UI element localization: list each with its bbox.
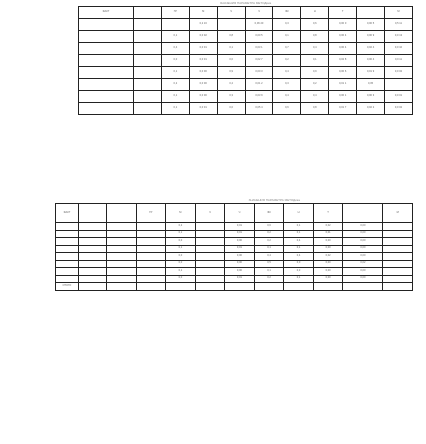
table-cell xyxy=(136,223,166,231)
table-cell: 0,00 xyxy=(313,245,343,253)
table-cell: 0,4 xyxy=(284,253,314,261)
table-cell: 0,1 xyxy=(254,268,284,276)
table-cell: 0,02 4 xyxy=(357,43,385,55)
table-cell xyxy=(195,245,225,253)
table-cell xyxy=(134,79,162,91)
table-cell xyxy=(195,230,225,238)
table-cell: 0,01 xyxy=(225,275,255,283)
table-cell: 0,0 13 xyxy=(385,31,413,43)
table-cell: 0,0 00 xyxy=(189,79,217,91)
table-cell xyxy=(134,91,162,103)
table-cell: 0,01 xyxy=(225,223,255,231)
table-cell xyxy=(383,238,413,246)
table-row xyxy=(79,31,413,43)
header-cell: М xyxy=(189,7,217,19)
table-cell: 0,00 xyxy=(343,223,383,231)
table-cell xyxy=(134,103,162,115)
row-label-cell xyxy=(56,223,79,231)
table-cell xyxy=(136,230,166,238)
table-cell: 0,01 1 xyxy=(329,79,357,91)
table-cell xyxy=(107,223,137,231)
table-row xyxy=(79,91,413,103)
table-cell xyxy=(79,253,107,261)
table-cell: 0,2 xyxy=(161,79,189,91)
header-cell: М xyxy=(383,204,413,223)
table-row xyxy=(56,275,413,283)
table-cell xyxy=(79,283,107,291)
table-cell: 0,02 xyxy=(313,223,343,231)
table-cell xyxy=(79,245,107,253)
table-cell xyxy=(383,283,413,291)
table-cell xyxy=(195,223,225,231)
table-cell xyxy=(383,275,413,283)
table-cell: 0,02 xyxy=(343,260,383,268)
table-cell: 0,00 xyxy=(343,268,383,276)
header-cell: М xyxy=(385,7,413,19)
table-cell xyxy=(383,268,413,276)
table-cell: 0,01 xyxy=(313,230,343,238)
table-cell xyxy=(136,283,166,291)
header-cell: Н xyxy=(284,204,314,223)
table-cell: 0,00 3 xyxy=(357,91,385,103)
table-cell: 0,3 xyxy=(273,79,301,91)
table-cell: 0,0 01 xyxy=(189,43,217,55)
table-cell: 0,02 8 xyxy=(329,55,357,67)
table-title: ЗНАЧЕНИЯ ПАРАМЕТРА МЕТОДика xyxy=(219,0,272,5)
table-cell: 0,7 xyxy=(273,43,301,55)
row-label-cell xyxy=(56,253,79,261)
table-cell xyxy=(166,283,196,291)
table-cell: 0,5 11 xyxy=(385,19,413,31)
table-cell: 0,4 xyxy=(284,238,314,246)
header-cell xyxy=(343,204,383,223)
table-cell: 0,00 4 xyxy=(329,43,357,55)
table-row xyxy=(79,43,413,55)
table-cell: 0,00 xyxy=(343,238,383,246)
table-cell: 0,5 xyxy=(254,260,284,268)
corner-label: ФАКТ xyxy=(79,7,134,19)
table-cell xyxy=(107,275,137,283)
table-cell: 0,3 xyxy=(273,19,301,31)
table-cell: 0,1 xyxy=(161,31,189,43)
table-cell: 0,1 xyxy=(284,245,314,253)
table-cell xyxy=(136,275,166,283)
table-row xyxy=(56,260,413,268)
table-cell: 0,01 9 xyxy=(357,67,385,79)
table-title: ЗНАЧЕНИЯ ПАРАМЕТРА МЕТОДика xyxy=(248,197,300,202)
row-label-cell xyxy=(79,19,134,31)
table-cell xyxy=(107,238,137,246)
header-cell: ФК xyxy=(254,204,284,223)
table-cell: 0,1 xyxy=(284,230,314,238)
table-cell: 0,00 9 xyxy=(357,31,385,43)
table-row xyxy=(79,79,413,91)
table-cell xyxy=(79,268,107,276)
table-cell xyxy=(79,230,107,238)
table-cell: 0,2 16 xyxy=(189,19,217,31)
footer-label: ИТОГО xyxy=(56,283,79,291)
table-row xyxy=(56,230,413,238)
header-cell: Ч xyxy=(225,204,255,223)
table-cell: 0,3 xyxy=(284,268,314,276)
table-cell xyxy=(134,43,162,55)
table-cell: 0,00 xyxy=(313,238,343,246)
table-cell: 0,0 xyxy=(217,55,245,67)
table-cell xyxy=(195,283,225,291)
table-cell: 0,02 7 xyxy=(245,55,273,67)
table-cell: 0,4 xyxy=(301,91,329,103)
table-cell: 0,0 01 xyxy=(385,91,413,103)
table-cell: 0,01 7 xyxy=(329,103,357,115)
table-cell: 0,00 xyxy=(225,238,255,246)
table-cell xyxy=(79,223,107,231)
table-cell xyxy=(217,19,245,31)
table-cell xyxy=(313,283,343,291)
data-table-1 xyxy=(78,0,413,115)
table-cell: 0,00 xyxy=(343,275,383,283)
table-cell: 0,06 20 xyxy=(245,19,273,31)
data-table-2 xyxy=(55,197,413,291)
row-label-cell xyxy=(56,230,79,238)
table-cell: 0,6 xyxy=(301,19,329,31)
row-label-cell xyxy=(79,79,134,91)
table-cell: 0,00 5 xyxy=(357,19,385,31)
table-cell: 0,1 xyxy=(217,43,245,55)
table-cell: 0,03 9 xyxy=(245,91,273,103)
table-cell xyxy=(195,268,225,276)
table-footer-row xyxy=(56,283,413,291)
table-cell: 0,05 xyxy=(357,79,385,91)
table-cell xyxy=(79,238,107,246)
table-cell: 0,8 xyxy=(301,103,329,115)
header-cell xyxy=(134,7,162,19)
table-cell: 0,2 xyxy=(254,230,284,238)
table-cell: 0,2 xyxy=(166,223,196,231)
table-cell: 0,00 xyxy=(225,260,255,268)
table-cell xyxy=(79,260,107,268)
table-cell: 0,00 6 xyxy=(329,67,357,79)
table-cell xyxy=(79,275,107,283)
table-cell xyxy=(136,253,166,261)
table-cell: 0,1 xyxy=(301,55,329,67)
table-cell: 0,0 xyxy=(217,103,245,115)
table-cell: 0,0 00 xyxy=(189,67,217,79)
table-cell: 0,1 xyxy=(284,275,314,283)
row-label-cell xyxy=(56,238,79,246)
table-cell: 0,0 01 xyxy=(189,103,217,115)
table-cell xyxy=(195,275,225,283)
row-label-cell xyxy=(79,67,134,79)
table-cell: 0,4 xyxy=(273,67,301,79)
table-cell xyxy=(107,260,137,268)
row-label-cell xyxy=(79,31,134,43)
table-row xyxy=(56,268,413,276)
table-header-row xyxy=(79,7,413,19)
corner-label: ФАКТ xyxy=(56,204,79,223)
header-cell: Т xyxy=(329,7,357,19)
row-label-cell xyxy=(79,55,134,67)
header-cell: Ч xyxy=(217,7,245,19)
table-row xyxy=(79,67,413,79)
header-cell xyxy=(79,204,107,223)
table-cell: 0,1 xyxy=(273,31,301,43)
table-row xyxy=(79,19,413,31)
table-cell: 0,00 xyxy=(313,275,343,283)
table-cell: 0,0 xyxy=(166,238,196,246)
table-cell: 0,6 xyxy=(273,103,301,115)
table-cell: 0,03 1 xyxy=(245,43,273,55)
table-cell: 0,00 xyxy=(225,268,255,276)
table-cell: 0,0 01 xyxy=(189,55,217,67)
table-cell xyxy=(195,238,225,246)
table-cell xyxy=(343,283,383,291)
table-cell: 0,9 xyxy=(217,67,245,79)
table-row xyxy=(56,253,413,261)
table-cell: 0,00 5 xyxy=(245,31,273,43)
table-cell: 0,1 xyxy=(161,91,189,103)
table-cell xyxy=(136,260,166,268)
table-cell xyxy=(383,223,413,231)
table-cell: 0,1 xyxy=(284,223,314,231)
table-row xyxy=(79,55,413,67)
table-cell: 0,4 xyxy=(254,253,284,261)
table-row xyxy=(56,245,413,253)
row-label-cell xyxy=(79,43,134,55)
table-cell: 0,9 xyxy=(301,67,329,79)
table-cell: 0,01 2 xyxy=(245,79,273,91)
table-cell: 0,4 xyxy=(161,43,189,55)
table-cell: 0,00 0 xyxy=(329,19,357,31)
table-row xyxy=(56,238,413,246)
table-cell: 0,00 xyxy=(343,253,383,261)
row-label-cell xyxy=(79,91,134,103)
table-cell xyxy=(107,268,137,276)
header-cell: Н xyxy=(301,7,329,19)
table-cell: 0,00 xyxy=(313,260,343,268)
table-cell xyxy=(383,253,413,261)
table-cell: 0,0 xyxy=(161,55,189,67)
header-cell: Т xyxy=(313,204,343,223)
table-cell: 0,0 xyxy=(284,260,314,268)
header-cell: М xyxy=(166,204,196,223)
table-cell: 0,01 xyxy=(225,230,255,238)
table-cell: 0,00 4 xyxy=(329,31,357,43)
table-cell xyxy=(383,245,413,253)
header-cell xyxy=(107,204,137,223)
table-cell: 0,0 xyxy=(166,275,196,283)
table-cell: 0,1 xyxy=(166,230,196,238)
table-cell: 0,02 xyxy=(313,253,343,261)
table-cell: 0,01 xyxy=(225,245,255,253)
table-cell xyxy=(161,19,189,31)
table-cell: 0,1 xyxy=(161,67,189,79)
header-cell: Ч xyxy=(245,7,273,19)
table-cell xyxy=(385,79,413,91)
table-cell xyxy=(107,245,137,253)
table-cell xyxy=(134,19,162,31)
table-cell xyxy=(107,253,137,261)
table-cell: 0,4 xyxy=(217,79,245,91)
header-cell: ФК xyxy=(273,7,301,19)
header-cell: ГР xyxy=(136,204,166,223)
table-cell xyxy=(136,268,166,276)
row-label-cell xyxy=(56,245,79,253)
table-cell: 0,0 02 xyxy=(189,31,217,43)
table-cell xyxy=(107,230,137,238)
table-cell: 0,0 00 xyxy=(189,91,217,103)
table-cell: 0,3 xyxy=(217,91,245,103)
row-label-cell xyxy=(79,103,134,115)
table-cell: 0,6 xyxy=(254,223,284,231)
table-cell: 0,00 3 xyxy=(245,67,273,79)
table-cell: 0,0 11 xyxy=(385,55,413,67)
table-cell xyxy=(136,238,166,246)
table-row xyxy=(56,223,413,231)
row-label-cell xyxy=(56,275,79,283)
table-cell: 0,00 xyxy=(313,268,343,276)
table-cell: 0,0 xyxy=(166,260,196,268)
table-row xyxy=(79,103,413,115)
row-label-cell xyxy=(56,260,79,268)
table-cell xyxy=(134,31,162,43)
table-cell xyxy=(383,260,413,268)
table-cell xyxy=(284,283,314,291)
table-cell: 0,0 02 xyxy=(385,103,413,115)
table-cell: 0,00 xyxy=(343,230,383,238)
table-cell: 0,0 xyxy=(166,253,196,261)
table-cell: 0,0 02 xyxy=(385,67,413,79)
table-cell: 0,05 4 xyxy=(245,103,273,115)
table-cell xyxy=(136,245,166,253)
table-cell xyxy=(134,67,162,79)
table-cell xyxy=(195,260,225,268)
table-cell: 0,2 xyxy=(273,55,301,67)
table-cell: 0,1 xyxy=(161,103,189,115)
header-cell: Ч xyxy=(195,204,225,223)
table-cell xyxy=(107,283,137,291)
table-cell: 0,1 xyxy=(166,245,196,253)
table-cell: 0,8 xyxy=(301,31,329,43)
table-cell xyxy=(195,253,225,261)
table-cell: 0,00 xyxy=(225,253,255,261)
table-cell xyxy=(225,283,255,291)
table-cell: 0,00 1 xyxy=(329,91,357,103)
table-cell: 0,4 xyxy=(301,43,329,55)
table-cell: 0,2 xyxy=(254,275,284,283)
table-cell: 0,02 2 xyxy=(357,103,385,115)
table-cell: 0,00 xyxy=(343,245,383,253)
table-cell: 0,8 xyxy=(217,31,245,43)
table-cell xyxy=(254,283,284,291)
table-header-row xyxy=(56,204,413,223)
header-cell xyxy=(357,7,385,19)
table-cell xyxy=(383,230,413,238)
table-cell: 0,1 xyxy=(166,268,196,276)
table-cell: 0,1 xyxy=(254,245,284,253)
table-cell: 0,4 xyxy=(273,91,301,103)
table-cell: 0,00 4 xyxy=(357,55,385,67)
header-cell: ГР xyxy=(161,7,189,19)
table-cell xyxy=(134,55,162,67)
table-cell: 0,2 xyxy=(301,79,329,91)
table-cell: 0,2 xyxy=(254,238,284,246)
table-cell: 0,0 10 xyxy=(385,43,413,55)
row-label-cell xyxy=(56,268,79,276)
